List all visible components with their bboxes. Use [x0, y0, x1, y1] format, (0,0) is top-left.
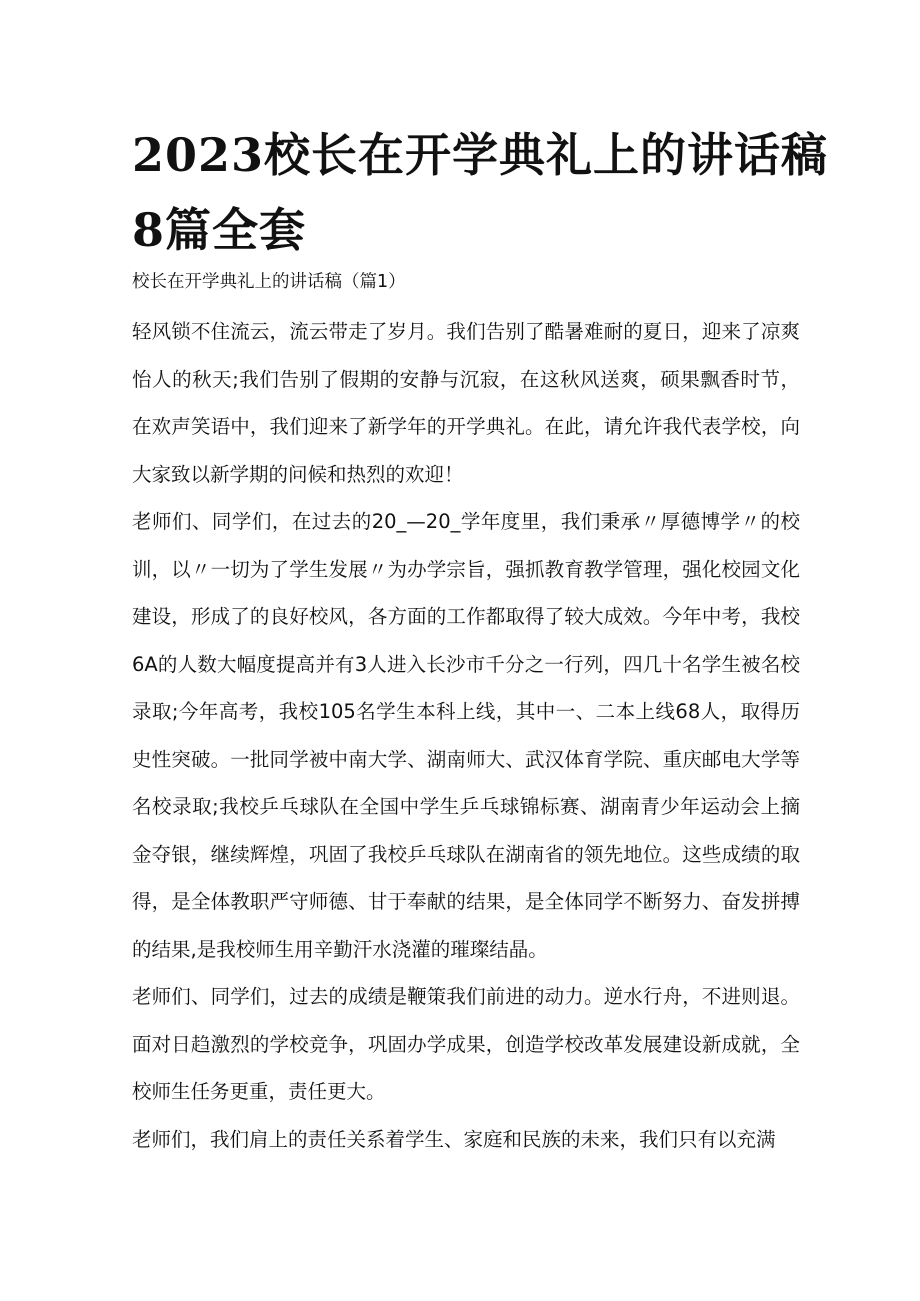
paragraph-1: 轻风锁不住流云，流云带走了岁月。我们告别了酷暑难耐的夏日，迎来了凉爽怡人的秋天;我们告别了假期的安静与沉寂，在这秋风送爽，硕果飘香时节，在欢声笑语中，我们迎来了新学年的开学典礼。在此，请允许我代表学校，向大家致以新学期的问候和热烈的欢迎！	[132, 320, 800, 486]
paragraph-2: 老师们、同学们，在过去的20_—20_学年度里，我们秉承〃厚德博学〃的校训，以〃一切为了学生发展〃为办学宗旨，强抓教育教学管理，强化校园文化建设，形成了的良好校风，各方面的工作都取得了较大成效。今年中考，我校6A的人数大幅度提高并有3人进入长沙市千分之一行列，四几十名学生被名校录取;今年高考，我校105名学生本科上线，其中一、二本上线68人，取得历史性突破。一批同学被中南大学、湖南师大、武汉体育学院、重庆邮电大学等名校录取;我校乒乓球队在全国中学生乒乓球锦标赛、湖南青少年运动会上摘金夺银，继续辉煌，巩固了我校乒乓球队在湖南省的领先地位。这些成绩的取得，是全体教职严守师德、甘于奉献的结果，是全体同学不断努力、奋发拼搏的结果,是我校师生用辛勤汗水浇灌的璀璨结晶。	[132, 510, 800, 961]
title-line-2: 8篇全套	[132, 203, 307, 257]
paragraph-3: 老师们、同学们，过去的成绩是鞭策我们前进的动力。逆水行舟，不进则退。面对日趋激烈的学校竞争，巩固办学成果，创造学校改革发展建设新成就，全校师生任务更重，责任更大。	[132, 985, 800, 1103]
title-line-1: 2023校长在开学典礼上的讲话稿	[132, 128, 829, 182]
paragraph-4: 老师们，我们肩上的责任关系着学生、家庭和民族的未来，我们只有以充满	[132, 1127, 776, 1151]
section-subheading: 校长在开学典礼上的讲话稿（篇1）	[132, 272, 406, 292]
document-body	[132, 262, 800, 1163]
document-title	[132, 118, 829, 268]
